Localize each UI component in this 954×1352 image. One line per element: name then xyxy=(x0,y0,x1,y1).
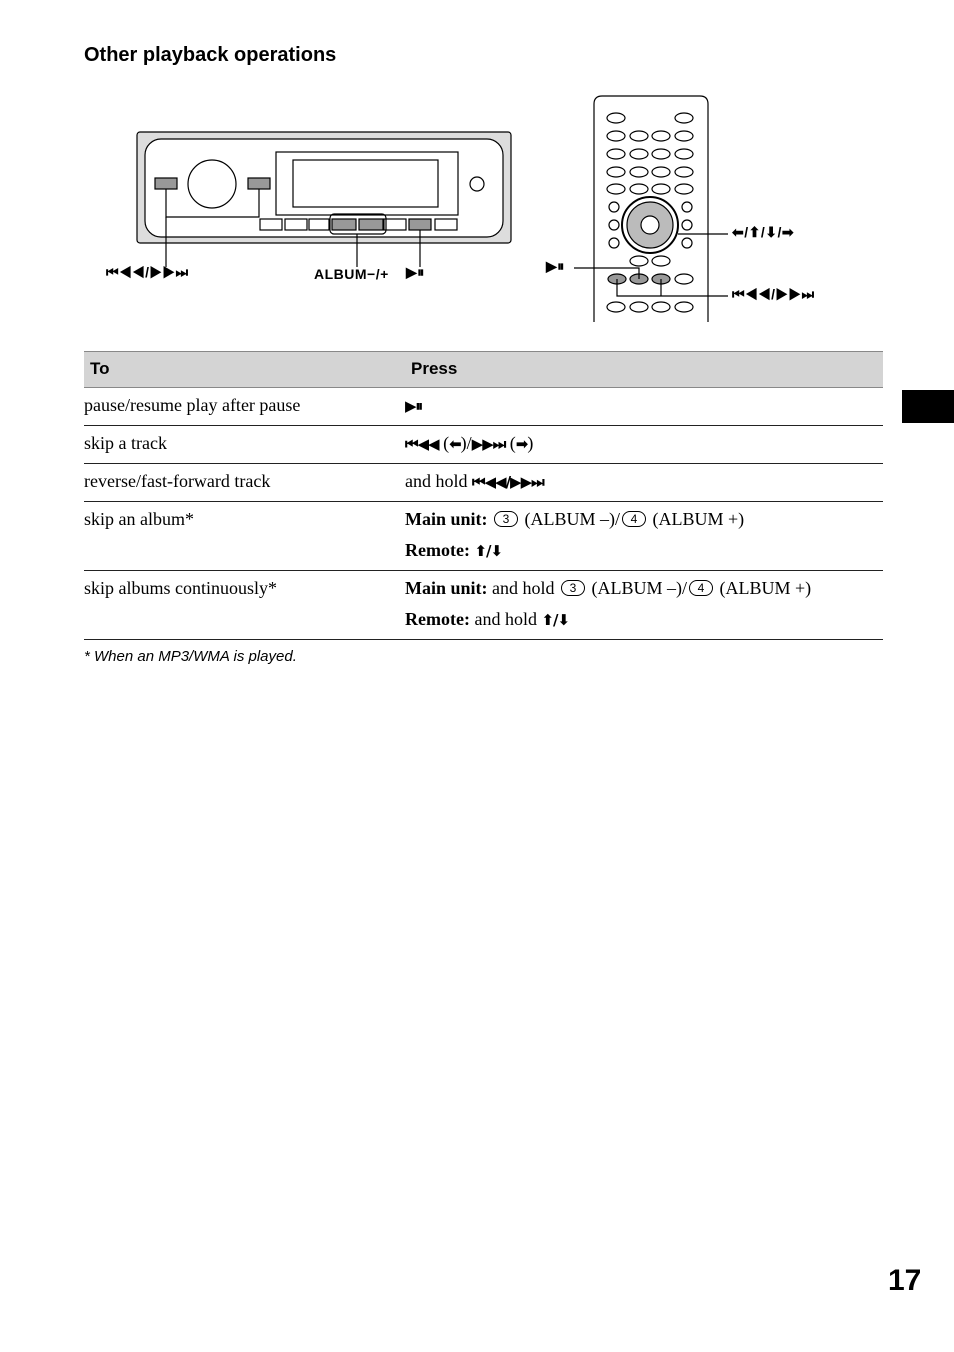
album-minus-text: (ALBUM –)/ xyxy=(520,509,621,529)
header-to: To xyxy=(84,352,405,388)
up-down-arrow-icon: ⬆/⬇ xyxy=(541,611,570,629)
paren-text: ( xyxy=(438,433,450,453)
cell-to: skip albums continuously* xyxy=(84,571,405,640)
and-hold-text: and hold xyxy=(469,609,542,629)
album-minus-text: (ALBUM –)/ xyxy=(587,578,688,598)
cell-press xyxy=(405,502,883,571)
table-row xyxy=(84,426,883,464)
cell-to: pause/resume play after pause xyxy=(84,388,405,426)
cell-press xyxy=(405,426,883,464)
table-row xyxy=(84,502,883,571)
section-title: Other playback operations xyxy=(84,44,337,66)
cell-press xyxy=(405,464,883,502)
button-4-icon: 4 xyxy=(689,580,713,596)
arrow-right-icon: ➡ xyxy=(515,435,528,453)
remote-line xyxy=(405,609,883,630)
main-unit-label: Main unit: xyxy=(405,509,488,529)
cell-to: skip an album* xyxy=(84,502,405,571)
and-hold-text: and hold xyxy=(487,578,560,598)
main-unit-album-label: ALBUM−/+ xyxy=(314,266,389,282)
table-row xyxy=(84,571,883,640)
remote-label: Remote: xyxy=(405,540,470,560)
device-illustration xyxy=(100,92,870,328)
slash-text: )/ xyxy=(460,433,472,453)
page-number: 17 xyxy=(888,1264,922,1297)
main-unit-play-pause-label: ▶⏸ xyxy=(406,264,425,280)
remote-line xyxy=(405,540,883,561)
main-unit-seek-label: ⏮◀◀/▶▶⏭ xyxy=(106,264,189,280)
button-3-icon: 3 xyxy=(494,511,518,527)
remote-arrows-label: ⬅/⬆/⬇/➡ xyxy=(732,224,795,240)
close-paren-text: ) xyxy=(527,433,534,453)
paren-text: ( xyxy=(505,433,516,453)
cell-to: skip a track xyxy=(84,426,405,464)
footnote: * When an MP3/WMA is played. xyxy=(84,648,297,665)
main-unit-icon xyxy=(137,132,511,267)
album-plus-text: (ALBUM +) xyxy=(715,578,812,598)
album-plus-text: (ALBUM +) xyxy=(648,509,745,529)
table-row xyxy=(84,388,883,426)
remote-play-pause-label: ▶⏸ xyxy=(546,258,565,274)
section-thumb-tab xyxy=(902,390,954,423)
remote-control-icon xyxy=(574,96,728,322)
up-down-arrow-icon: ⬆/⬇ xyxy=(474,542,503,560)
table-row xyxy=(84,464,883,502)
remote-label: Remote: xyxy=(405,609,470,629)
button-4-icon: 4 xyxy=(622,511,646,527)
header-press: Press xyxy=(405,352,883,388)
seek-icon: ⏮◀◀/▶▶⏭ xyxy=(472,473,544,491)
arrow-left-icon: ⬅ xyxy=(449,435,461,453)
cell-press xyxy=(405,388,883,426)
playback-operations-table xyxy=(84,351,883,640)
cell-to: reverse/fast-forward track xyxy=(84,464,405,502)
and-hold-text: and hold xyxy=(405,471,472,491)
remote-seek-label: ⏮◀◀/▶▶⏭ xyxy=(732,286,815,302)
table-header-row xyxy=(84,352,883,388)
button-3-icon: 3 xyxy=(561,580,585,596)
seek-forward-icon: ▶▶⏭ xyxy=(471,435,506,453)
main-unit-label: Main unit: xyxy=(405,578,488,598)
cell-press xyxy=(405,571,883,640)
seek-back-icon: ⏮◀◀ xyxy=(405,435,439,453)
play-pause-icon: ▶⏸ xyxy=(405,397,423,415)
